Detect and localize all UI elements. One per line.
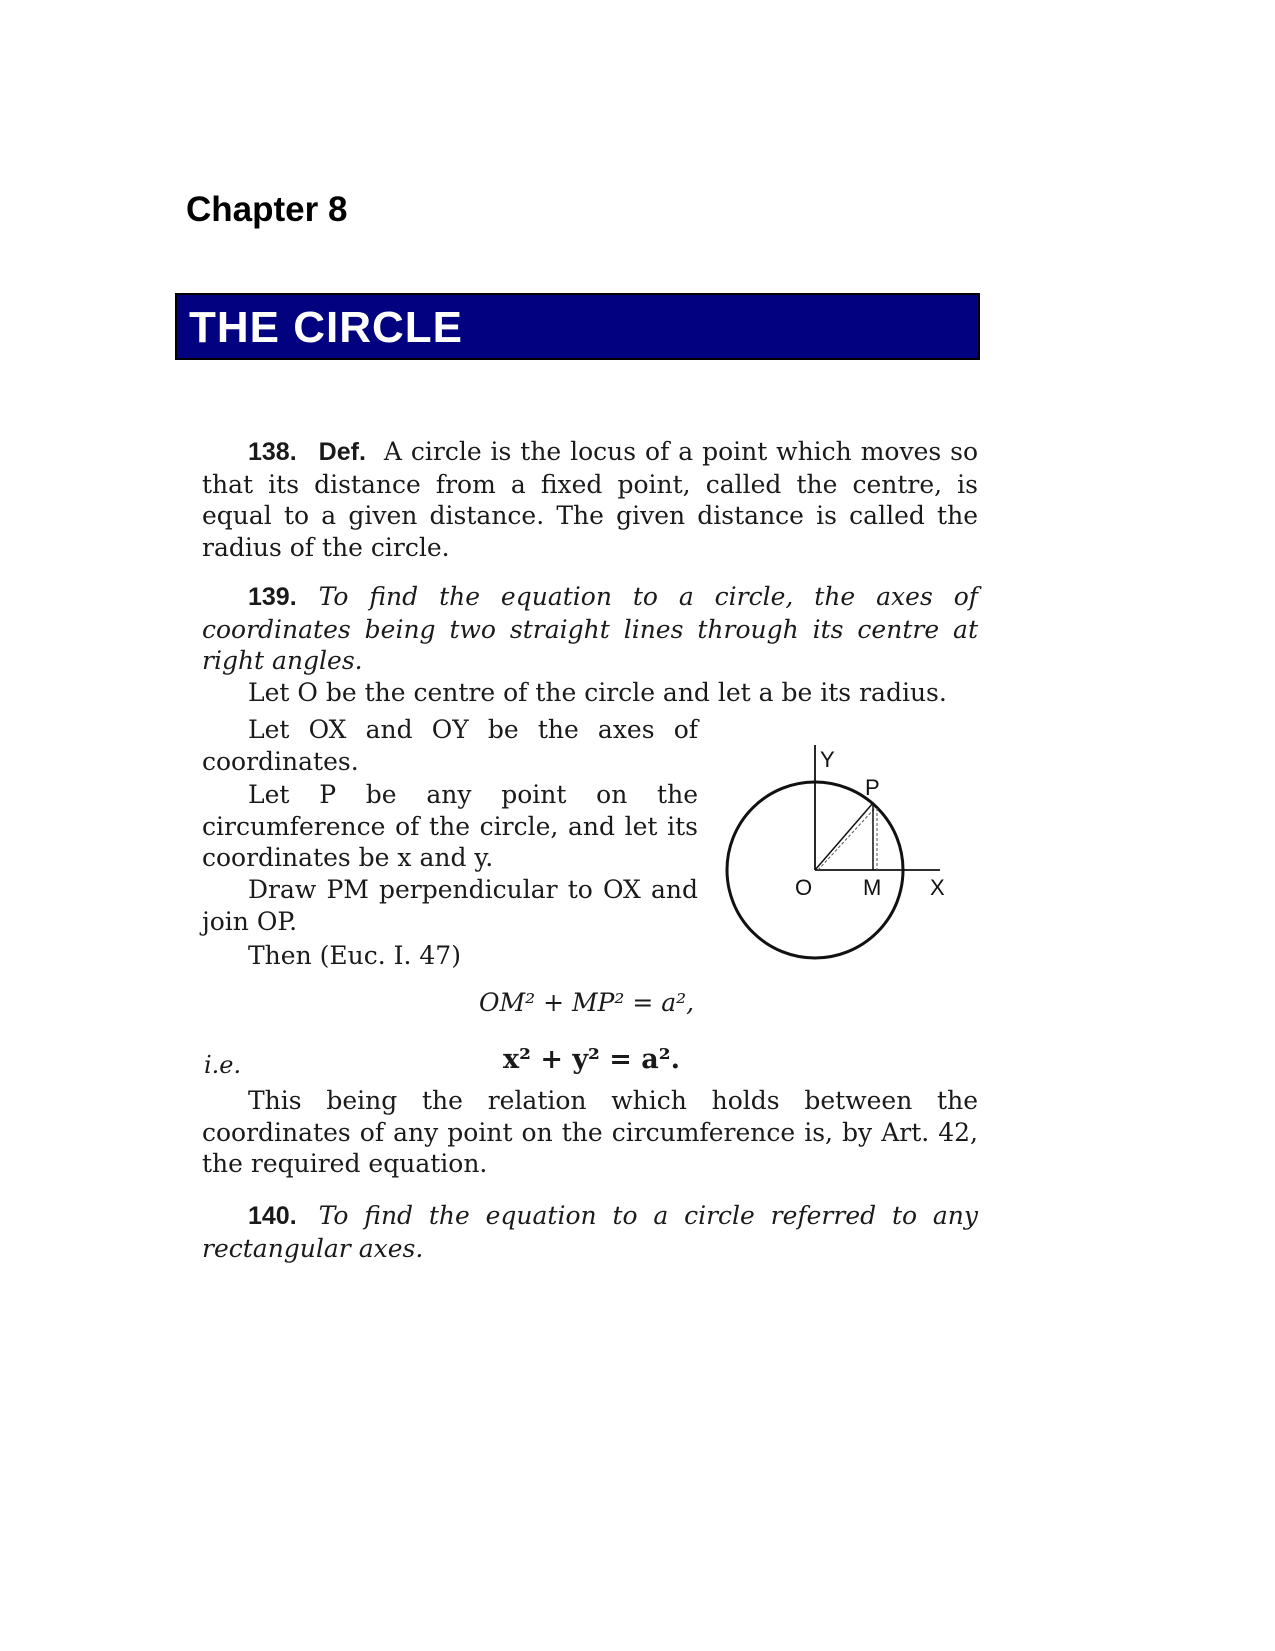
label-p: P bbox=[865, 775, 880, 800]
definition-label: Def. bbox=[318, 438, 366, 466]
article-heading-text: To find the equation to a circle, the axes of coordinates being two straight lines through its centre at right angles. bbox=[202, 582, 978, 675]
paragraph-point-p: Let P be any point on the circumference of the circle, and let its coordinates be x and y. bbox=[202, 780, 698, 872]
chapter-title-banner bbox=[175, 293, 980, 360]
circle-diagram bbox=[705, 740, 975, 990]
equation-pythagoras: OM² + MP² = a², bbox=[479, 988, 695, 1017]
article-number: 139. bbox=[248, 583, 297, 611]
article-number: 140. bbox=[248, 1202, 297, 1230]
paragraph-then: Then (Euc. I. 47) bbox=[248, 941, 461, 970]
article-139-heading bbox=[202, 581, 978, 677]
ie-label: i.e. bbox=[204, 1051, 242, 1079]
article-138 bbox=[202, 436, 978, 563]
radius-op bbox=[815, 803, 873, 870]
article-number: 138. bbox=[248, 438, 297, 466]
radius-op-dashed bbox=[818, 808, 875, 870]
label-y: Y bbox=[820, 747, 835, 772]
paragraph-draw-pm: Draw PM perpendicular to OX and join OP. bbox=[202, 875, 698, 936]
label-m: M bbox=[863, 875, 882, 900]
paragraph-centre-radius: Let O be the centre of the circle and let a be its radius. bbox=[248, 678, 947, 707]
article-heading-text: To find the equation to a circle referred to any rectangular axes. bbox=[202, 1201, 978, 1263]
label-x: X bbox=[930, 875, 945, 900]
definition-text: A circle is the locus of a point which moves so that its distance from a fixed point, called the centre, is equal to a given distance. The given distance is called the radius of the circle. bbox=[202, 437, 978, 562]
paragraph-conclusion: This being the relation which holds between the coordinates of any point on the circumference is, by Art. 42, the required equation. bbox=[202, 1086, 978, 1178]
paragraph-axes: Let OX and OY be the axes of coordinates. bbox=[202, 715, 698, 776]
chapter-label: Chapter 8 bbox=[186, 190, 348, 229]
equation-circle: x² + y² = a². bbox=[503, 1044, 681, 1075]
chapter-title: THE CIRCLE bbox=[189, 303, 463, 352]
article-140-heading bbox=[202, 1200, 978, 1264]
label-o: O bbox=[795, 875, 813, 900]
